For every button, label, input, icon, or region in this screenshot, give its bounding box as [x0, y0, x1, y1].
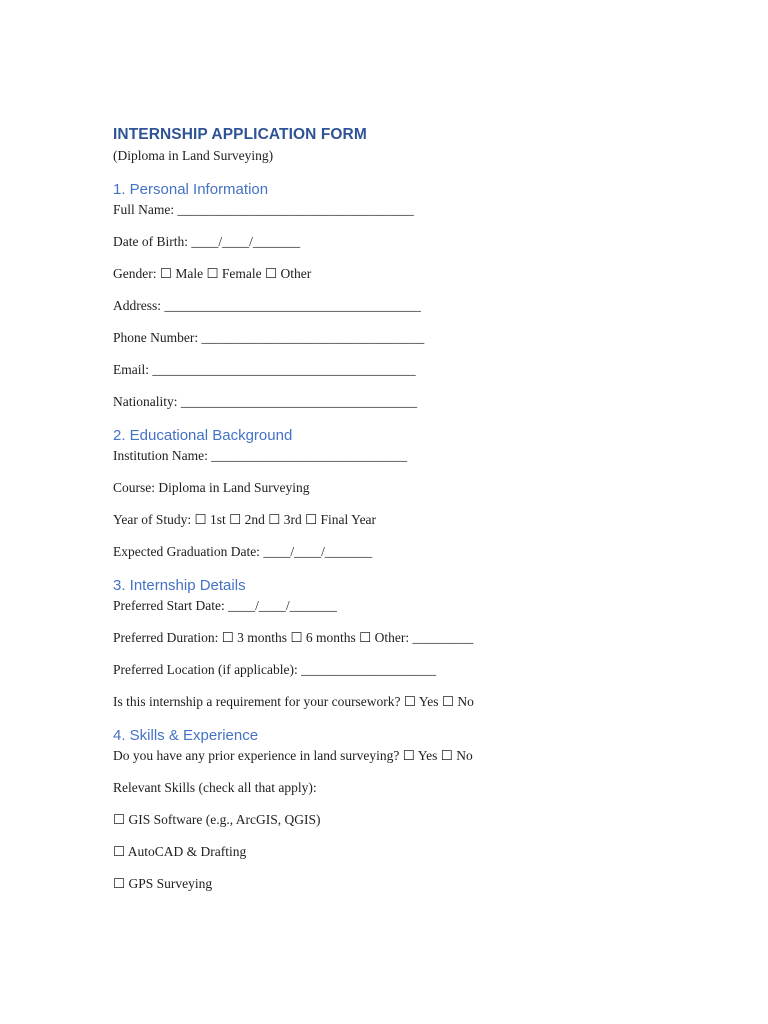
section-heading-internship-details: 3. Internship Details: [113, 577, 246, 594]
year-of-study-options[interactable]: Year of Study: ☐ 1st ☐ 2nd ☐ 3rd ☐ Final Year: [113, 512, 377, 527]
nationality-field[interactable]: Nationality: ___________________________________: [113, 394, 418, 409]
address-field[interactable]: Address: ______________________________________: [113, 298, 421, 313]
preferred-duration-options[interactable]: Preferred Duration: ☐ 3 months ☐ 6 months ☐ Other: _________: [113, 630, 474, 645]
institution-name-field[interactable]: Institution Name: _____________________________: [113, 448, 407, 463]
skill-autocad-drafting-checkbox[interactable]: ☐ AutoCAD & Drafting: [113, 844, 247, 859]
application-form: [113, 124, 713, 893]
gender-options[interactable]: Gender: ☐ Male ☐ Female ☐ Other: [113, 266, 312, 281]
section-heading-educational-background: 2. Educational Background: [113, 427, 293, 444]
phone-number-field[interactable]: Phone Number: _________________________________: [113, 330, 425, 345]
section-personal-information: [113, 180, 713, 411]
prior-experience-options[interactable]: Do you have any prior experience in land surveying? ☐ Yes ☐ No: [113, 748, 473, 763]
date-of-birth-field[interactable]: Date of Birth: ____/____/_______: [113, 234, 301, 249]
section-heading-skills-experience: 4. Skills & Experience: [113, 727, 259, 744]
preferred-start-date-field[interactable]: Preferred Start Date: ____/____/_______: [113, 598, 337, 613]
email-field[interactable]: Email: _______________________________________: [113, 362, 416, 377]
section-educational-background: [113, 426, 713, 561]
skill-gps-surveying-checkbox[interactable]: ☐ GPS Surveying: [113, 876, 213, 891]
section-skills-experience: [113, 726, 713, 893]
skill-gis-software-checkbox[interactable]: ☐ GIS Software (e.g., ArcGIS, QGIS): [113, 812, 321, 827]
preferred-location-field[interactable]: Preferred Location (if applicable): ____________________: [113, 662, 437, 677]
relevant-skills-label: Relevant Skills (check all that apply):: [113, 780, 317, 795]
section-internship-details: [113, 576, 713, 711]
full-name-field[interactable]: Full Name: ___________________________________: [113, 202, 414, 217]
course-text: Course: Diploma in Land Surveying: [113, 480, 310, 495]
form-subtitle: (Diploma in Land Surveying): [113, 148, 274, 163]
section-heading-personal-information: 1. Personal Information: [113, 181, 269, 198]
form-title: INTERNSHIP APPLICATION FORM: [113, 126, 367, 143]
coursework-requirement-options[interactable]: Is this internship a requirement for your coursework? ☐ Yes ☐ No: [113, 694, 474, 709]
expected-graduation-date-field[interactable]: Expected Graduation Date: ____/____/_______: [113, 544, 373, 559]
